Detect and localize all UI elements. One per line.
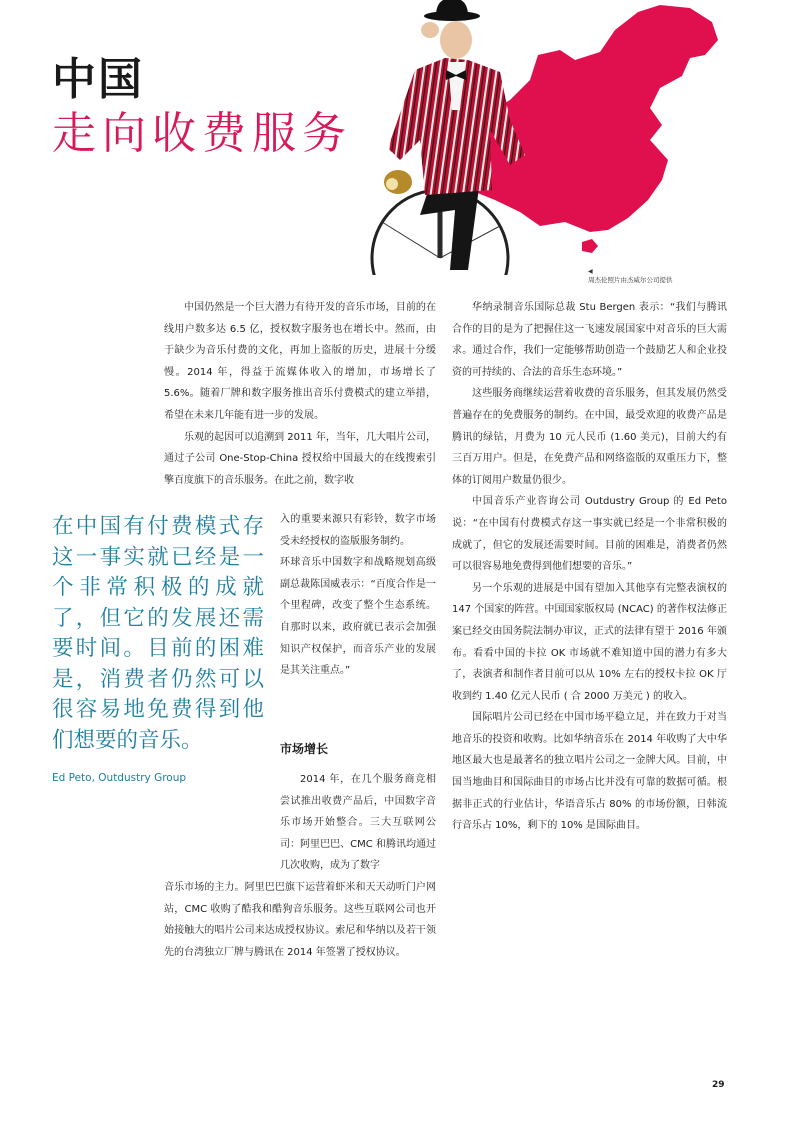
left-column-top [164, 297, 436, 491]
paragraph: 这些服务商继续运营着收费的音乐服务，但其发展仍然受普遍存在的免费服务的制约。在中国，最受欢迎的收费产品是腾讯的绿钻，月费为 10 元人民币 (1.60 美元)，目前大约有三百万用户。但是，在免费产品和网络盗版的双重压力下，整体的订阅用户数量仍很少。 [452, 388, 727, 486]
left-column-section [280, 769, 436, 877]
pull-quote-attribution: Ed Peto, Outdustry Group [52, 772, 187, 784]
person-head [440, 21, 472, 59]
paragraph: 乐观的起因可以追溯到 2011 年，当年，几大唱片公司，通过子公司 One-Stop-China 授权给中国最大的在线搜索引擎百度旗下的音乐服务。在此之前，数字收 [164, 431, 436, 486]
section-heading: 市场增长 [280, 742, 329, 756]
pull-quote: 在中国有付费模式存这一事实就已经是一个非常积极的成就了，但它的发展还需要时间。目前的困难是，消费者仍然可以很容易地免费得到他们想要的音乐。 [52, 514, 264, 753]
left-column-bottom [164, 877, 436, 963]
page-subtitle: 走向收费服务 [52, 108, 352, 159]
page-number: 29 [712, 1080, 725, 1090]
paragraph: 音乐市场的主力。阿里巴巴旗下运营着虾米和天天动听门户网站，CMC 收购了酷我和酷狗音乐服务。这些互联网公司也开始接触大的唱片公司来达成授权协议。索尼和华纳以及若干领先的台湾独立厂牌与腾讯在 2014 年签署了授权协议。 [164, 882, 436, 958]
paragraph: 入的重要来源只有彩铃，数字市场受未经授权的盗版服务制约。 [280, 514, 436, 547]
credit-marker-icon: ◀ [588, 268, 593, 275]
paragraph: 2014 年，在几个服务商竞相尝试推出收费产品后，中国数字音乐市场开始整合。三大互联网公司：阿里巴巴、CMC 和腾讯均通过几次收购，成为了数字 [280, 774, 436, 872]
paragraph: 中国仍然是一个巨大潜力有待开发的音乐市场，目前的在线用户数多达 6.5 亿，授权数字服务也在增长中。然而，由于缺少为音乐付费的文化，再加上盗版的历史，进展十分缓慢。2014 年，得益于流媒体收入的增加，市场增长了 5.6%。随着厂牌和数字服务推出音乐付费模式的建立举措，希望在未来几年能有进一步的发展。 [164, 302, 436, 421]
paragraph: 另一个乐观的进展是中国有望加入其他享有完整表演权的 147 个国家的阵营。中国国家版权局 (NCAC) 的著作权法修正案已经交由国务院法制办审议，正式的法律有望于 2016 年颁布。看看中国的卡拉 OK 市场就不难知道中国的潜力有多大了，表演者和制作者目前可以从 10% 左右的授权卡拉 OK 厅收到约 1.40 亿元人民币 ( 合 2000 万美元 ) 的收入。 [452, 582, 727, 702]
hainan-island [582, 239, 598, 253]
photo-credit: 周杰伦照片由杰威尔公司提供 [588, 276, 673, 284]
right-column [452, 297, 727, 837]
hero-illustration [360, 0, 740, 275]
paragraph: 环球音乐中国数字和战略规划高级副总裁陈国威表示：“百度合作是一个里程碑，改变了整个生态系统。自那时以来，政府就已表示会加强知识产权保护，而音乐产业的发展是其关注重点。” [280, 557, 436, 677]
left-column-middle [280, 509, 436, 682]
paragraph: 华纳录制音乐国际总裁 Stu Bergen 表示：“我们与腾讯合作的目的是为了把握住这一飞速发展国家中对音乐的巨大需求。通过合作，我们一定能够帮助创造一个鼓励艺人和企业投资的可持续的、合法的音乐生态环境。” [452, 302, 727, 378]
paragraph: 中国音乐产业咨询公司 Outdustry Group 的 Ed Peto 说：“在中国有付费模式存这一事实就已经是一个非常积极的成就了，但它的发展还需要时间。目前的困难是，消费者仍然可以很容易地免费得到他们想要的音乐。” [452, 496, 727, 573]
paragraph: 国际唱片公司已经在中国市场平稳立足，并在致力于对当地音乐的投资和收购。比如华纳音乐在 2014 年收购了大中华地区最大也是最著名的独立唱片公司之一金牌大风。目前，中国当地曲目和国际曲目的市场占比并没有可靠的数据可循。根据非正式的行业估计，华语音乐占 80% 的市场份额，日韩流行音乐占 10%，剩下的 10% 是国际曲目。 [452, 712, 727, 832]
page-title: 中国 [52, 54, 144, 105]
